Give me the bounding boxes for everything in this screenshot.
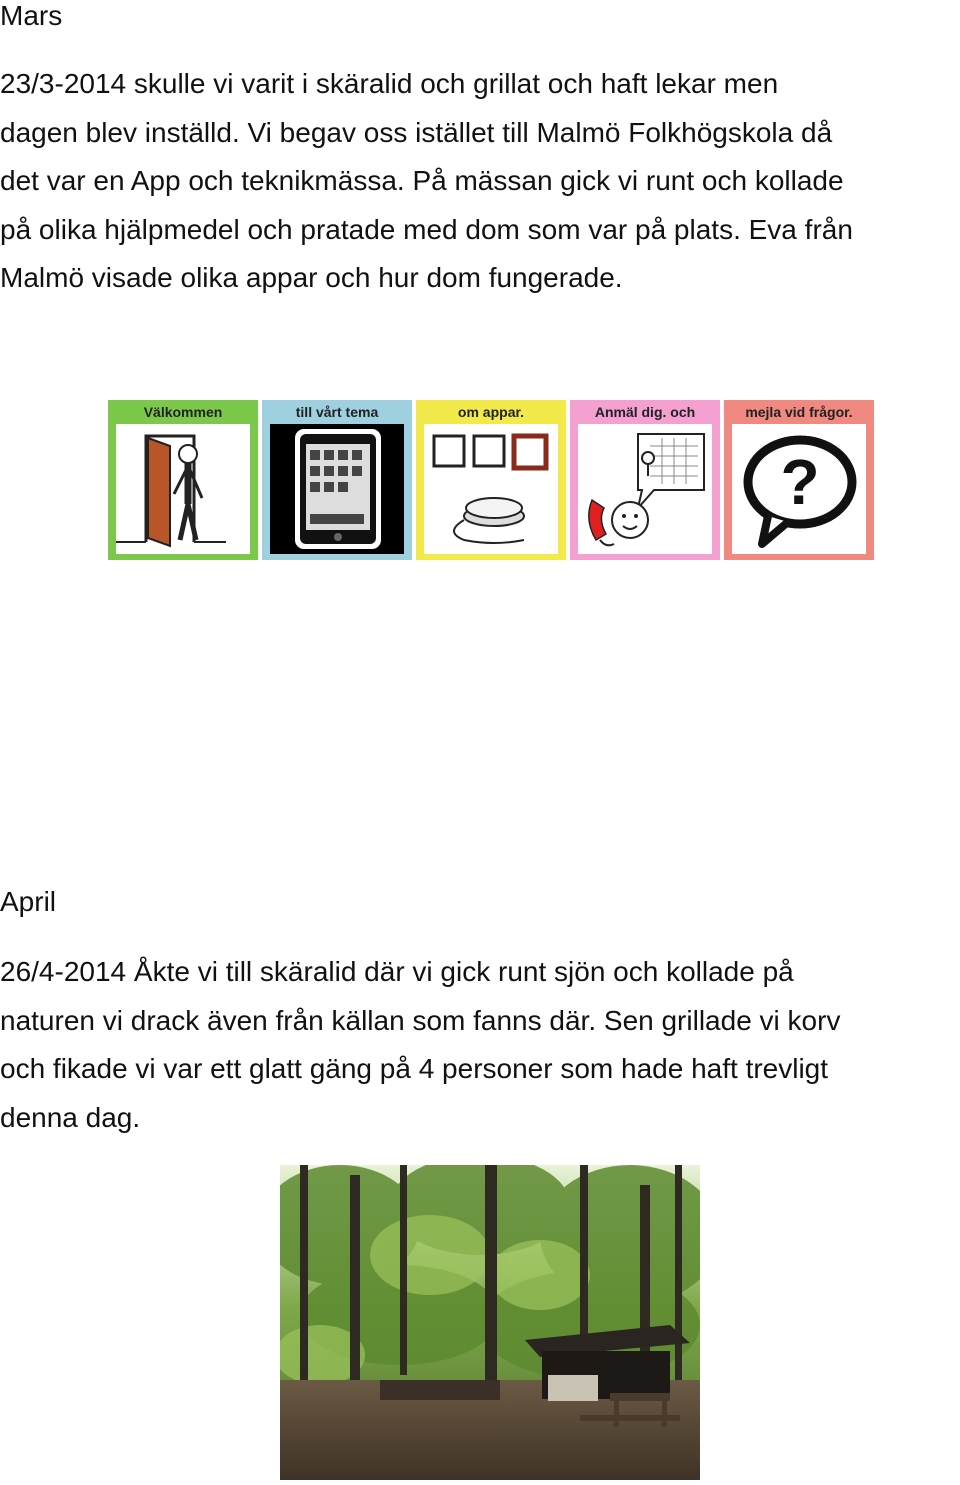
forest-shelter-photo xyxy=(280,1165,700,1480)
app-squares-button-icon xyxy=(424,424,558,554)
svg-text:?: ? xyxy=(780,446,820,518)
symbol-strip xyxy=(108,400,872,564)
symbol-caption: mejla vid frågor. xyxy=(745,404,853,420)
question-bubble-icon xyxy=(732,424,866,554)
april-heading: April xyxy=(0,886,57,917)
symbol-caption: till vårt tema xyxy=(295,404,379,420)
march-line: dagen blev inställd. Vi begav oss istället till Malmö Folkhögskola då xyxy=(0,116,833,148)
symbol-caption: Välkommen xyxy=(143,404,223,420)
march-line: Malmö visade olika appar och hur dom fungerade. xyxy=(0,262,623,293)
april-line: denna dag. xyxy=(0,1101,141,1133)
symbol-caption: Anmäl dig. och xyxy=(594,404,696,420)
march-line: det var en App och teknikmässa. På mässan gick vi runt och kollade xyxy=(0,165,844,196)
symbol-card-apps xyxy=(416,400,566,560)
april-line: 26/4-2014 Åkte vi till skäralid där vi gick runt sjön och kollade på xyxy=(0,956,794,987)
phone-calendar-icon xyxy=(578,424,712,554)
april-line: och fikade vi var ett glatt gäng på 4 personer som hade haft trevligt xyxy=(0,1053,829,1084)
march-line: på olika hjälpmedel och pratade med dom som var på plats. Eva från xyxy=(0,213,853,245)
symbol-card-signup xyxy=(570,400,720,560)
march-paragraph xyxy=(0,60,960,303)
march-line: 23/3-2014 skulle vi varit i skäralid och grillat och haft lekar men xyxy=(0,68,779,99)
symbol-caption: om appar. xyxy=(457,404,525,420)
door-person-icon xyxy=(116,424,250,554)
tablet-icon xyxy=(270,424,404,554)
march-heading: Mars xyxy=(0,0,63,31)
symbol-card-theme xyxy=(262,400,412,560)
symbol-card-welcome xyxy=(108,400,258,560)
symbol-card-email xyxy=(724,400,874,560)
april-paragraph xyxy=(0,948,960,1142)
april-line: naturen vi drack även från källan som fanns där. Sen grillade vi korv xyxy=(0,1004,841,1036)
